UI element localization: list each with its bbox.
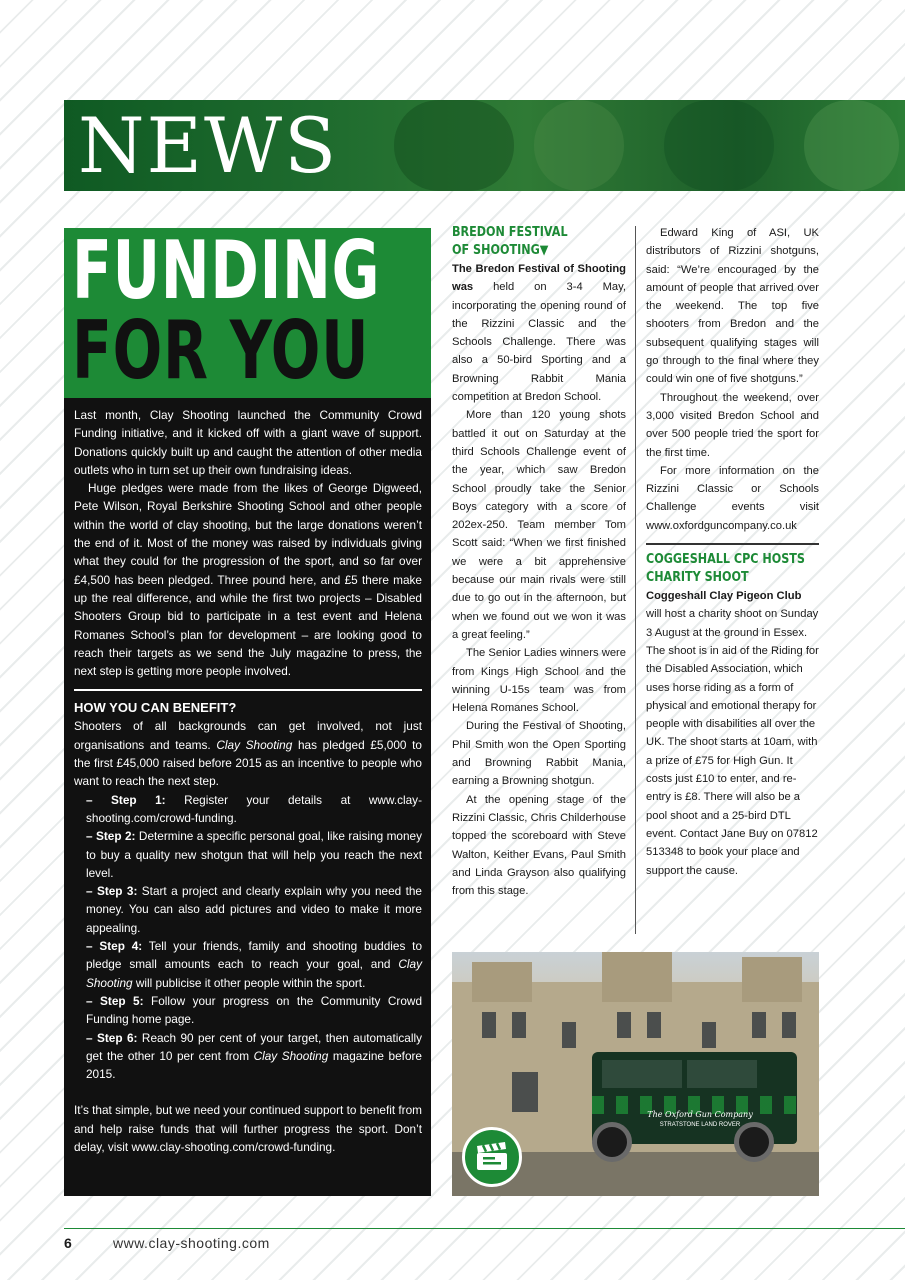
bredon-paragraph: Throughout the weekend, over 3,000 visited Bredon School and over 500 people tried the sport for the first time. — [646, 391, 819, 459]
bredon-paragraph: During the Festival of Shooting, Phil Smith won the Open Sporting and Browning Rabbit Mania, earning a Browning shotgun. — [452, 720, 626, 788]
window — [647, 1012, 661, 1038]
banner-photo-shade — [804, 100, 899, 191]
article-photo — [452, 952, 819, 1196]
section-title: NEWS — [78, 101, 339, 190]
footer-website: www.clay-shooting.com — [113, 1235, 270, 1251]
headline-line-1: FUNDING — [72, 228, 381, 317]
divider — [74, 689, 422, 691]
building-gable — [742, 957, 802, 1002]
vehicle-subtext: STRATSTONE LAND ROVER — [659, 1122, 741, 1128]
step-item: – Step 1: Register your details at www.clay-shooting.com/crowd-funding. — [86, 792, 422, 825]
wheel — [734, 1122, 774, 1162]
window — [782, 1012, 796, 1038]
footer-rule — [64, 1228, 905, 1229]
bredon-lead: The Bredon Festival of Shooting was held on 3-4 May, incorporating the opening round of the Rizzini Classic and the Schools Challenge. There was also a 50-bird Sporting and a Browning Rabbit Mania competition at Bredon School. — [452, 263, 626, 404]
feature-body — [74, 406, 422, 1156]
window — [482, 1012, 496, 1038]
feature-paragraph: Huge pledges were made from the likes of George Digweed, Pete Wilson, Royal Berkshire Shooting School and other people within the world of clay shooting, but the large donations weren’t the end of it. Most of the money was raised by individuals giving what they could for the progression of the sport, and so far over £4,500 has been pledged. Three pound here, and £5 there make up the real difference, and while the first two projects – Disabled Shooters Group bid to participate in a test event and Helena Romanes School’s plan for development – are looking good to reach their targets as we send the July magazine to press, the next step is getting more people involved. — [74, 481, 422, 679]
window — [617, 1012, 631, 1038]
column-two — [646, 224, 819, 880]
building-gable — [472, 962, 532, 1002]
window — [752, 1012, 766, 1038]
step-item: – Step 2: Determine a specific personal goal, like raising money to buy a quality new shotgun that will help you reach the next level. — [86, 829, 423, 880]
bredon-headline: BREDON FESTIVAL OF SHOOTING▼ — [452, 225, 568, 258]
vehicle-window — [687, 1060, 757, 1088]
feature-intro: Last month, Clay Shooting launched the Community Crowd Funding initiative, and it kicked off with a giant wave of support. Donations quickly built up and caught the attention of other media outlets who in turn set up their own fundraising ideas. — [74, 408, 422, 477]
feature-headline — [64, 228, 431, 398]
bredon-paragraph: Edward King of ASI, UK distributors of Rizzini shotguns, said: “We’re encouraged by the amount of people that arrived over the weekend. The top five shooters from Bredon and the subsequent qualifying stages will go through to the final where they could win one of five shotguns.” — [646, 227, 819, 386]
clapperboard-icon — [462, 1127, 522, 1187]
window — [702, 1022, 716, 1048]
step-item: – Step 6: Reach 90 per cent of your target, then automatically get the other 10 per cent from Clay Shooting magazine before 2015. — [86, 1030, 422, 1082]
vehicle-window — [602, 1060, 682, 1088]
wheel — [592, 1122, 632, 1162]
column-divider — [635, 226, 636, 934]
window — [562, 1022, 576, 1048]
benefit-paragraph: Shooters of all backgrounds can get involved, not just organisations and teams. Clay Shooting has pledged £5,000 to the first £45,000 raised before 2015 as an incentive to people who want to reach the next step. — [74, 719, 422, 789]
banner-photo-shade — [394, 100, 514, 191]
coggeshall-lead: Coggeshall Clay Pigeon Club will host a charity shoot on Sunday 3 August at the ground in Essex. The shoot is in aid of the Riding for the Disabled Association, which uses horse riding as a form of physical and emotional therapy for people with disabilities all over the UK. The shoot starts at 10am, with a prize of £75 for High Gun. It costs just £10 to enter, and re-entry is £8. There will also be a pool shoot and a 25-bird DTL event. Contact Jane Buy on 07812 513348 to book your place and support the cause. — [646, 590, 819, 877]
page-number: 6 — [64, 1235, 72, 1251]
bredon-paragraph: For more information on the Rizzini Classic or Schools Challenge events visit www.oxfordguncompany.co.uk — [646, 464, 819, 532]
arrow-down-icon: ▼ — [539, 243, 549, 258]
feature-panel — [64, 228, 431, 1196]
bredon-article — [452, 224, 626, 900]
building-gable — [602, 952, 672, 1002]
coggeshall-headline: COGGESHALL CPC HOSTS CHARITY SHOOT — [646, 552, 805, 586]
window — [512, 1012, 526, 1038]
news-banner — [64, 100, 905, 191]
vehicle-text: The Oxford Gun Company — [647, 1110, 753, 1119]
window — [512, 1072, 538, 1112]
step-item: – Step 4: Tell your friends, family and shooting buddies to pledge small amounts each to reach your goal, and Clay Shooting will publicise it other people within the sport. — [86, 939, 422, 990]
feature-closing: It’s that simple, but we need your continued support to benefit from and help raise funds that will further progress the sport. Don’t delay, visit www.clay-shooting.com/crowd-funding. — [74, 1103, 422, 1154]
step-item: – Step 3: Start a project and clearly explain why you need the money. You can also add pictures and video to make it more appealing. — [86, 884, 422, 935]
headline-line-2: FOR YOU — [72, 304, 370, 397]
banner-photo-shade — [534, 100, 624, 191]
divider — [646, 543, 819, 545]
banner-photo-shade — [664, 100, 774, 191]
bredon-paragraph: The Senior Ladies winners were from Kings High School and the winning U-15s team was from Helena Romanes School. — [452, 647, 626, 715]
bredon-paragraph: More than 120 young shots battled it out on Saturday at the third Schools Challenge event of the year, which saw Bredon School proudly take the Senior Boys category with a score of 202ex-250. Team member Tom Scott said: “When we first finished we were a bit apprehensive because our main rivals were still due to go out in the afternoon, but when we found out we won it was a great feeling.” — [452, 409, 626, 641]
step-item: – Step 5: Follow your progress on the Community Crowd Funding home page. — [86, 993, 422, 1027]
bredon-paragraph: At the opening stage of the Rizzini Classic, Chris Childerhouse topped the scoreboard with Steve Walton, Keither Evans, Paul Smith and Linda Grayson also qualifying from this stage. — [452, 793, 626, 898]
feature-subhead: HOW YOU CAN BENEFIT? — [74, 700, 237, 716]
